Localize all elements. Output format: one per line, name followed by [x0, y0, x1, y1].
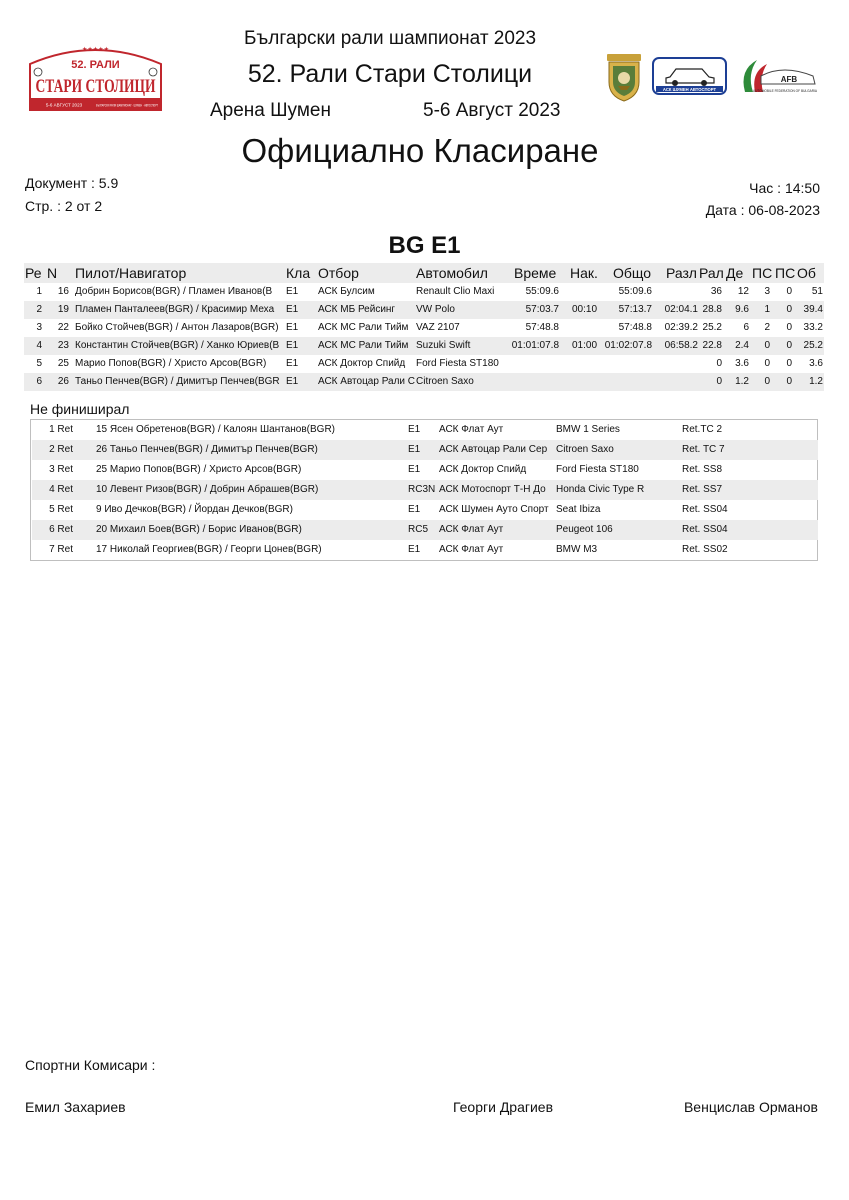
- row-ral: 28.8: [702, 304, 722, 315]
- dnf-crew: 10 Левент Ризов(BGR) / Добрин Абрашев(BGR): [96, 484, 319, 495]
- table-row: [24, 337, 824, 355]
- row-number: 26: [57, 376, 69, 387]
- row-ral: 0: [716, 376, 722, 387]
- dnf-reason: Ret. SS8: [682, 464, 723, 475]
- commissioners-label: Спортни Комисари :: [25, 1057, 156, 1073]
- dnf-reason: Ret. TC 7: [682, 444, 725, 455]
- dnf-team: АСК Мотоспорт Т-Н До: [439, 484, 546, 495]
- dnf-team: АСК Флат Аут: [439, 544, 504, 555]
- row-class: E1: [286, 340, 299, 351]
- row-number: 16: [57, 286, 69, 297]
- dnf-class: RC5: [408, 524, 429, 535]
- row-total: 55:09.6: [618, 286, 652, 297]
- row-ps1: 0: [764, 376, 770, 387]
- row-ob: 25.2: [803, 340, 823, 351]
- row-ps1: 2: [764, 322, 770, 333]
- event-dates: 5-6 Август 2023: [423, 100, 561, 121]
- emblem-logo: [603, 52, 645, 102]
- rally-logo-main-text: СТАРИ СТОЛИЦИ: [35, 76, 156, 97]
- dnf-index: 6 Ret: [49, 524, 73, 535]
- row-time: 57:03.7: [525, 304, 559, 315]
- row-team: АСК МС Рали Тийм: [318, 322, 409, 333]
- dnf-class: E1: [408, 544, 421, 555]
- row-crew: Добрин Борисов(BGR) / Пламен Иванов(В: [75, 286, 273, 297]
- row-de: 1.2: [735, 376, 749, 387]
- row-ps2: 0: [786, 304, 792, 315]
- dnf-team: АСК Шумен Ауто Спорт: [439, 504, 549, 515]
- row-team: АСК МБ Рейсинг: [318, 304, 396, 315]
- club-logo-text: АСК ШУМЕН АВТОСПОРТ: [662, 86, 717, 92]
- row-car: Renault Clio Maxi: [416, 286, 495, 297]
- row-ral: 22.8: [702, 340, 722, 351]
- table-row: [24, 301, 824, 319]
- rally-logo-sub-left: 5-6 АВГУСТ 2023: [45, 102, 83, 108]
- row-de: 9.6: [735, 304, 749, 315]
- dnf-row: [32, 540, 818, 560]
- dnf-car: Citroen Saxo: [556, 444, 614, 455]
- row-ps2: 0: [786, 340, 792, 351]
- row-penalty: 00:10: [572, 304, 598, 315]
- dnf-reason: Ret. SS04: [682, 524, 728, 535]
- row-difference: 06:58.2: [664, 340, 698, 351]
- row-time: 57:48.8: [525, 322, 559, 333]
- commissioner-name: Георги Драгиев: [453, 1099, 554, 1115]
- dnf-team: АСК Автоцар Рали Сер: [439, 444, 548, 455]
- championship-title: Български рали шампионат 2023: [243, 28, 537, 49]
- col-header-team: Отбор: [318, 265, 359, 281]
- commissioner-name: Емил Захариев: [25, 1099, 126, 1115]
- col-header-time: Време: [514, 265, 557, 281]
- row-difference: 02:39.2: [664, 322, 698, 333]
- dnf-car: Seat Ibiza: [556, 504, 601, 515]
- date-info: Дата : 06-08-2023: [705, 202, 820, 218]
- col-header-penalty: Нак.: [570, 265, 598, 281]
- dnf-row: [32, 420, 818, 440]
- row-team: АСК Автоцар Рали С: [318, 376, 416, 387]
- dnf-index: 2 Ret: [49, 444, 73, 455]
- document-title: Официално Класиране: [241, 132, 599, 169]
- dnf-crew: 25 Марио Попов(BGR) / Христо Арсов(BGR): [96, 464, 302, 475]
- row-crew: Бойко Стойчев(BGR) / Антон Лазаров(BGR): [75, 322, 279, 333]
- dnf-class: E1: [408, 444, 421, 455]
- row-ob: 33.2: [803, 322, 823, 333]
- row-car: Suzuki Swift: [416, 340, 471, 351]
- row-ps2: 0: [786, 286, 792, 297]
- time-info: Час : 14:50: [749, 180, 820, 196]
- dnf-index: 5 Ret: [49, 504, 73, 515]
- col-header-position: Ре: [25, 265, 42, 281]
- rally-logo-sub-right: БЪЛГАРСКИ РАЛИ ШАМПИОНАТ · ШУМЕН · АВТОСПОРТ: [96, 103, 159, 108]
- row-ral: 0: [716, 358, 722, 369]
- rally-logo-top-text: 52. РАЛИ: [71, 59, 120, 71]
- dnf-label: Не финиширал: [30, 401, 130, 417]
- row-class: E1: [286, 286, 299, 297]
- dnf-team: АСК Флат Аут: [439, 524, 504, 535]
- dnf-car: Ford Fiesta ST180: [556, 464, 639, 475]
- dnf-car: BMW 1 Series: [556, 424, 620, 435]
- row-team: АСК Доктор Спийд: [318, 358, 406, 369]
- row-ral: 25.2: [702, 322, 722, 333]
- dnf-crew: 15 Ясен Обретенов(BGR) / Калоян Шантанов(BGR): [96, 424, 335, 435]
- row-crew: Константин Стойчев(BGR) / Ханко Юриев(В: [75, 340, 280, 351]
- row-ob: 1.2: [809, 376, 823, 387]
- dnf-crew: 9 Иво Дечков(BGR) / Йордан Дечков(BGR): [96, 504, 293, 515]
- classification-table: [24, 263, 824, 393]
- dnf-class: E1: [408, 464, 421, 475]
- rally-logo: [24, 42, 167, 114]
- document-number: Документ : 5.9: [25, 175, 119, 191]
- row-team: АСК МС Рали Тийм: [318, 340, 409, 351]
- dnf-reason: Ret.TC 2: [682, 424, 723, 435]
- row-car: Ford Fiesta ST180: [416, 358, 499, 369]
- row-penalty: 01:00: [572, 340, 598, 351]
- dnf-table: [30, 419, 818, 561]
- dnf-crew: 20 Михаил Боев(BGR) / Борис Иванов(BGR): [96, 524, 302, 535]
- commissioner-name: Венцислав Орманов: [683, 1099, 818, 1115]
- row-class: E1: [286, 358, 299, 369]
- col-header-ob: Об: [797, 265, 816, 281]
- dnf-team: АСК Флат Аут: [439, 424, 504, 435]
- row-crew: Пламен Панталеев(BGR) / Красимир Меха: [75, 304, 275, 315]
- row-difference: 02:04.1: [664, 304, 698, 315]
- dnf-row: [32, 500, 818, 520]
- row-de: 12: [737, 286, 749, 297]
- row-de: 6: [743, 322, 749, 333]
- dnf-class: RC3N: [408, 484, 436, 495]
- row-position: 5: [36, 358, 42, 369]
- row-position: 6: [36, 376, 42, 387]
- row-ps2: 0: [786, 376, 792, 387]
- row-crew: Таньо Пенчев(BGR) / Димитър Пенчев(BGR: [75, 376, 280, 387]
- afb-logo: [733, 52, 819, 100]
- row-crew: Марио Попов(BGR) / Христо Арсов(BGR): [75, 358, 267, 369]
- row-time: 01:01:07.8: [511, 340, 559, 351]
- dnf-car: Peugeot 106: [556, 524, 613, 535]
- dnf-index: 4 Ret: [49, 484, 73, 495]
- col-header-ps1: ПС: [752, 265, 773, 281]
- row-ps1: 0: [764, 358, 770, 369]
- row-car: VAZ 2107: [416, 322, 460, 333]
- row-ps2: 0: [786, 358, 792, 369]
- row-number: 22: [57, 322, 69, 333]
- table-row: [24, 373, 824, 391]
- dnf-index: 3 Ret: [49, 464, 73, 475]
- col-header-car: Автомобил: [416, 265, 488, 281]
- row-ps1: 3: [764, 286, 770, 297]
- table-row: [24, 283, 824, 301]
- class-title: BG E1: [388, 232, 461, 259]
- row-position: 2: [36, 304, 42, 315]
- row-car: Citroen Saxo: [416, 376, 474, 387]
- row-ob: 51: [811, 286, 823, 297]
- dnf-class: E1: [408, 424, 421, 435]
- svg-text:★★★★★: ★★★★★: [82, 46, 109, 53]
- col-header-ps2: ПС: [775, 265, 796, 281]
- dnf-crew: 17 Николай Георгиев(BGR) / Георги Цонев(BGR): [96, 544, 322, 555]
- club-logo: [652, 57, 727, 95]
- row-de: 3.6: [735, 358, 749, 369]
- col-header-total: Общо: [613, 265, 652, 281]
- row-number: 25: [57, 358, 69, 369]
- table-row: [24, 319, 824, 337]
- dnf-crew: 26 Таньо Пенчев(BGR) / Димитър Пенчев(BGR): [96, 444, 318, 455]
- afb-logo-sub: AUTOMOBILE FEDERATION OF BULGARIA: [753, 89, 818, 93]
- row-total: 57:13.7: [618, 304, 652, 315]
- dnf-row: [32, 520, 818, 540]
- page-info: Стр. : 2 от 2: [25, 198, 103, 214]
- row-ral: 36: [710, 286, 722, 297]
- row-number: 19: [57, 304, 69, 315]
- dnf-reason: Ret. SS02: [682, 544, 728, 555]
- col-header-number: N: [47, 265, 58, 281]
- row-class: E1: [286, 304, 299, 315]
- row-ps2: 0: [786, 322, 792, 333]
- dnf-car: BMW M3: [556, 544, 598, 555]
- dnf-team: АСК Доктор Спийд: [439, 464, 527, 475]
- col-header-class: Кла: [286, 265, 311, 281]
- rally-name: 52. Рали Стари Столици: [247, 60, 533, 88]
- dnf-row: [32, 440, 818, 460]
- dnf-row: [32, 460, 818, 480]
- dnf-reason: Ret. SS04: [682, 504, 728, 515]
- row-number: 23: [57, 340, 69, 351]
- row-total: 57:48.8: [618, 322, 652, 333]
- row-total: 01:02:07.8: [604, 340, 652, 351]
- dnf-row: [32, 480, 818, 500]
- row-ps1: 0: [764, 340, 770, 351]
- row-position: 4: [36, 340, 42, 351]
- table-row: [24, 355, 824, 373]
- col-header-ral: Рал: [699, 265, 724, 281]
- col-header-difference: Разл: [666, 265, 697, 281]
- row-ob: 3.6: [809, 358, 823, 369]
- row-position: 3: [36, 322, 42, 333]
- dnf-reason: Ret. SS7: [682, 484, 723, 495]
- dnf-index: 1 Ret: [49, 424, 73, 435]
- row-de: 2.4: [735, 340, 749, 351]
- dnf-index: 7 Ret: [49, 544, 73, 555]
- row-position: 1: [36, 286, 42, 297]
- row-time: 55:09.6: [525, 286, 559, 297]
- row-ob: 39.4: [803, 304, 823, 315]
- row-team: АСК Булсим: [318, 286, 375, 297]
- dnf-car: Honda Civic Type R: [556, 484, 645, 495]
- row-car: VW Polo: [416, 304, 455, 315]
- afb-logo-text: AFB: [780, 75, 798, 84]
- col-header-crew: Пилот/Навигатор: [75, 265, 187, 281]
- venue: Арена Шумен: [210, 100, 331, 121]
- dnf-class: E1: [408, 504, 421, 515]
- row-class: E1: [286, 322, 299, 333]
- col-header-de: Де: [726, 265, 744, 281]
- row-class: E1: [286, 376, 299, 387]
- row-ps1: 1: [764, 304, 770, 315]
